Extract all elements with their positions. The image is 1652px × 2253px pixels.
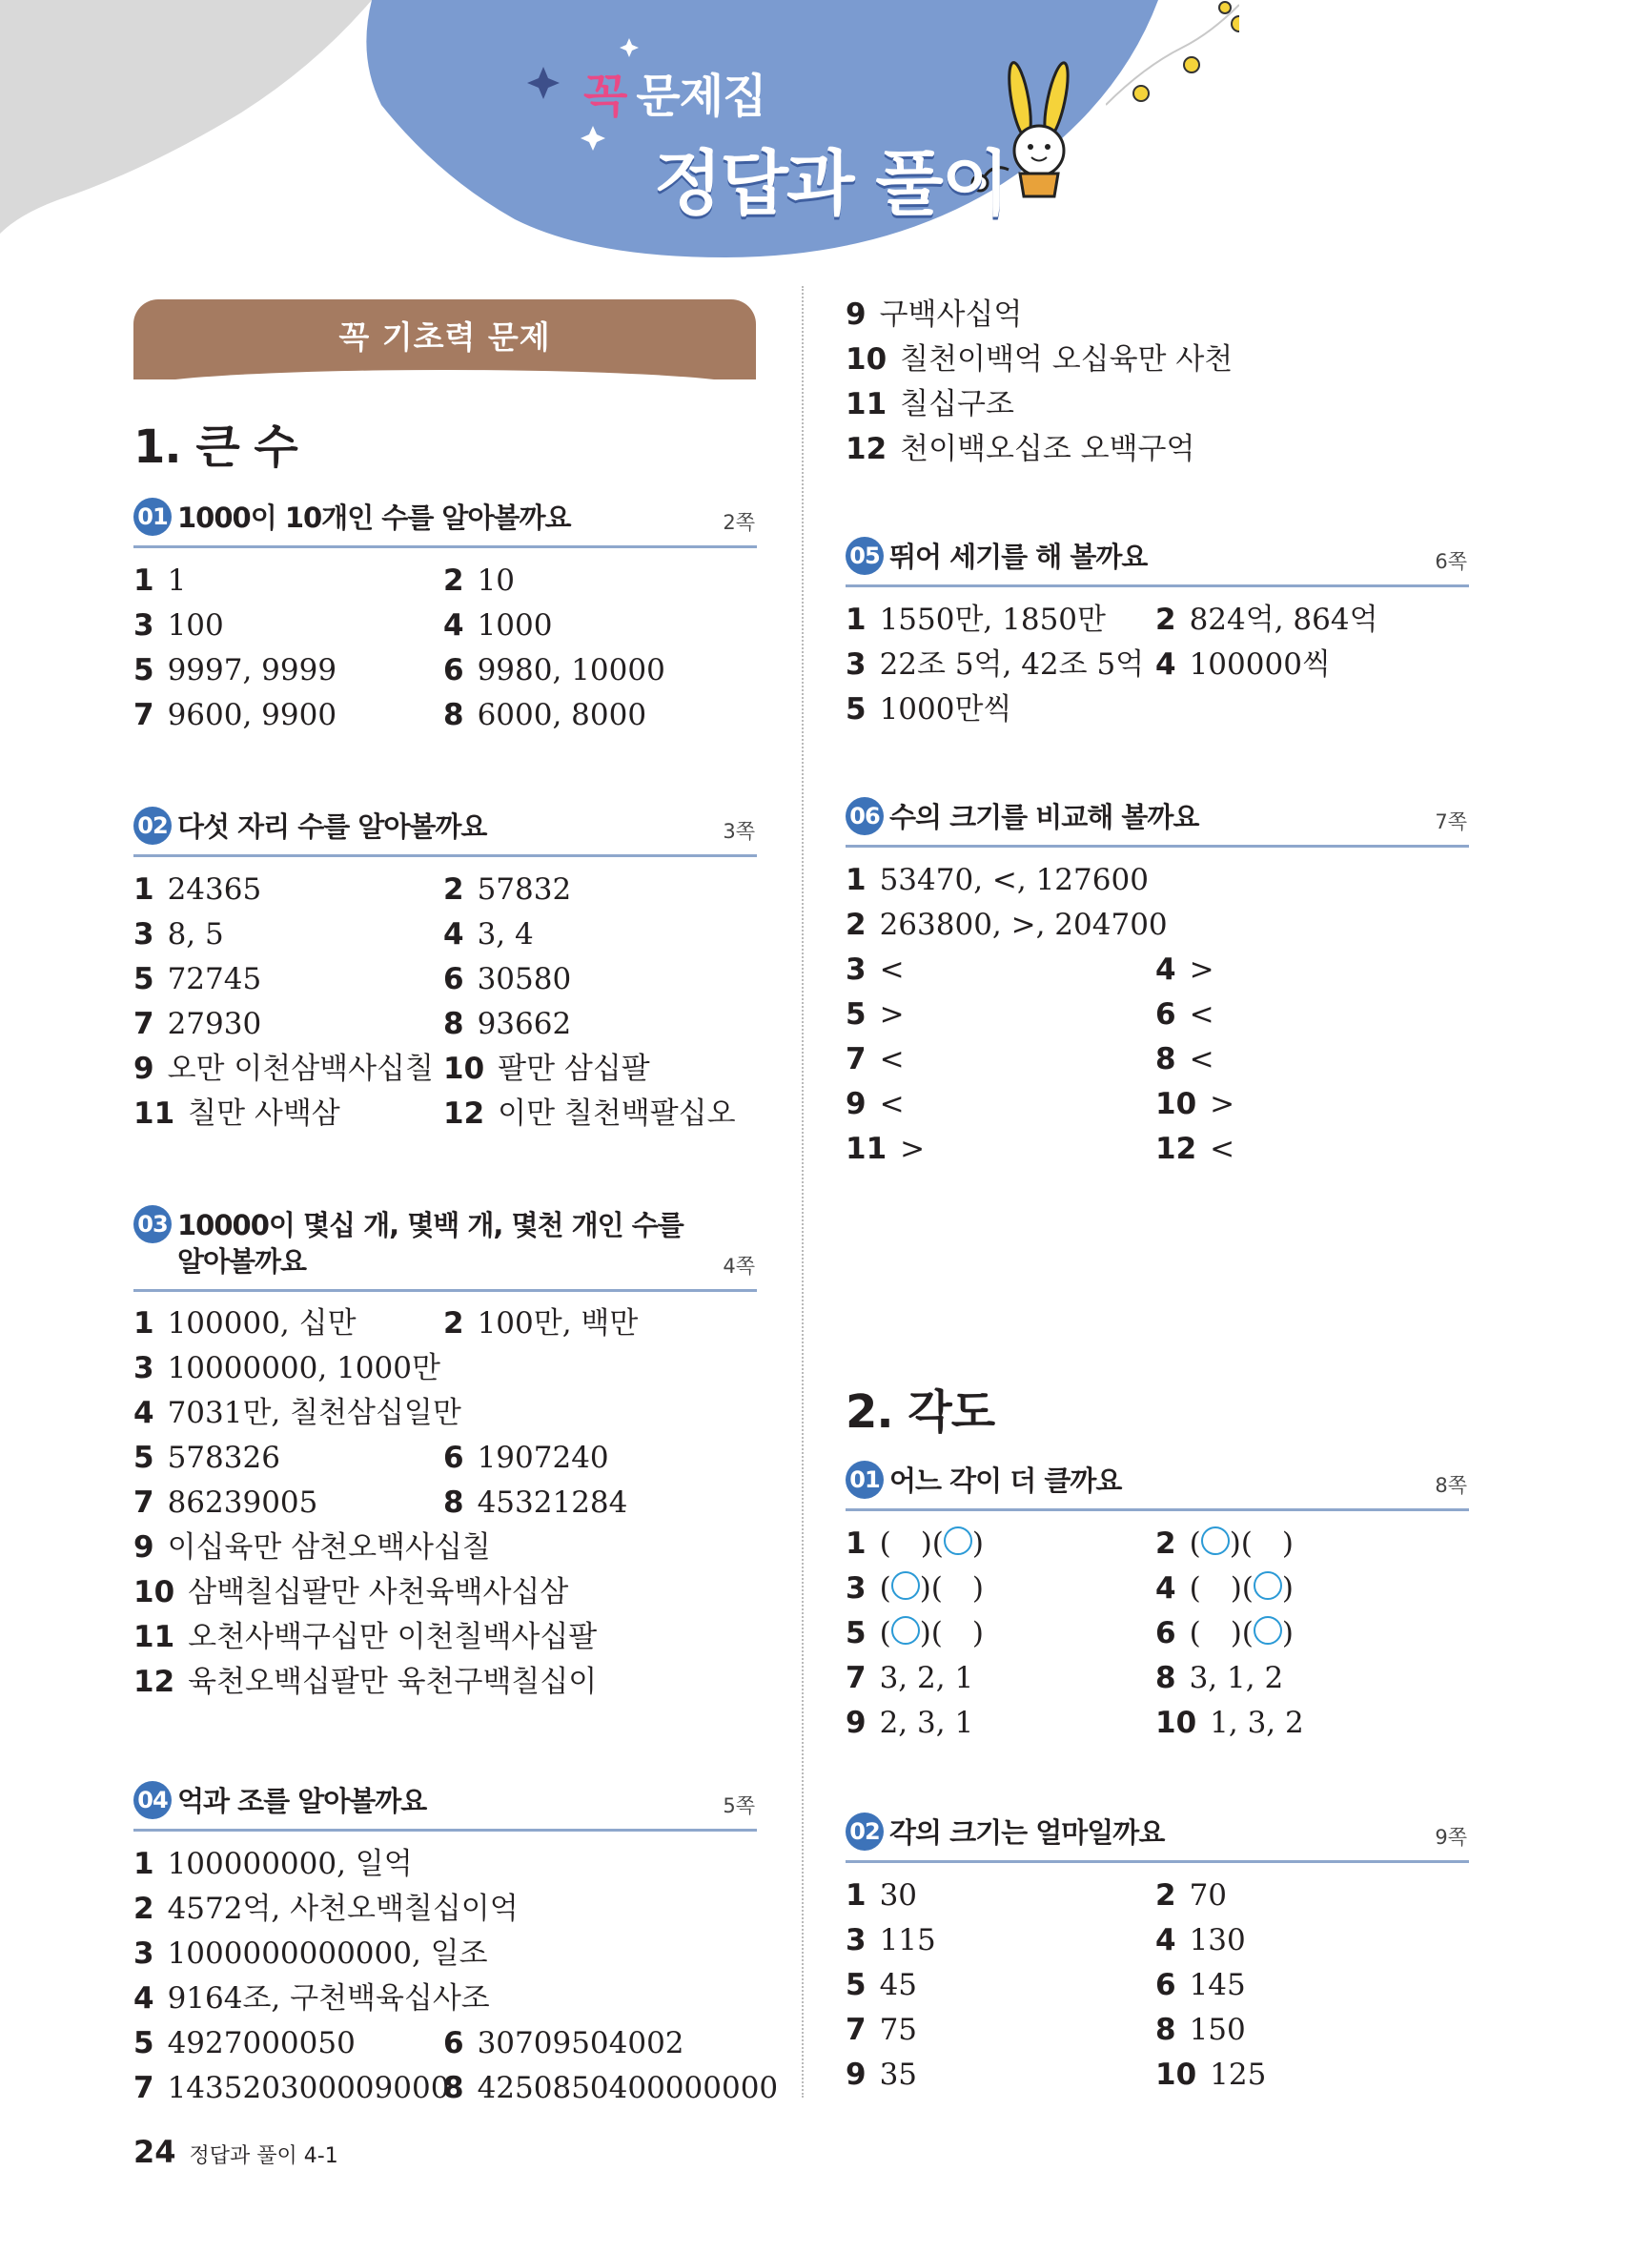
section-title: 다섯 자리 수를 알아볼까요: [177, 810, 487, 843]
section-page: 7쪽: [1435, 810, 1467, 833]
answer-item: 5 1000만씩: [846, 692, 1012, 727]
section-page: 9쪽: [1435, 1826, 1467, 1849]
answer-circle-icon: [891, 1616, 920, 1645]
brand-sub: 문제집: [636, 70, 766, 123]
answer-item: 3 10000000, 1000만: [133, 1351, 440, 1385]
answer-item: 3 1000000000000, 일조: [133, 1936, 488, 1971]
answer-item: 5 4927000050: [133, 2026, 356, 2060]
answer-item: 9 35: [846, 2058, 918, 2092]
answer-item: 3 <: [846, 952, 905, 987]
banner-title: 꼭 기초력 문제: [338, 318, 551, 356]
answer-item: 1 30: [846, 1878, 918, 1913]
section-title: 1000이 10개인 수를 알아볼까요: [177, 502, 571, 534]
answer-item: 3 ( )( ): [846, 1571, 985, 1606]
section-title: 수의 크기를 비교해 볼까요: [889, 801, 1199, 833]
answer-item: 6 ( )( ): [1155, 1616, 1295, 1650]
section-number: 03: [133, 1205, 172, 1243]
answer-item: 4 >: [1155, 952, 1214, 987]
answer-item: 8 3, 1, 2: [1155, 1661, 1284, 1695]
section-page: 2쪽: [723, 511, 755, 534]
answer-item: 1 53470, <, 127600: [846, 863, 1149, 897]
answer-item: 9 오만 이천삼백사십칠: [133, 1052, 434, 1086]
book-title: 정답과 풀이: [654, 143, 1009, 225]
section-page: 5쪽: [723, 1794, 755, 1817]
section-number: 04: [133, 1781, 172, 1819]
section-title: 억과 조를 알아볼까요: [177, 1785, 427, 1817]
answer-item: 4 130: [1155, 1923, 1246, 1957]
answer-item: 11 >: [846, 1132, 926, 1166]
section-number: 02: [846, 1813, 884, 1851]
answer-circle-icon: [1254, 1616, 1282, 1645]
answer-item: 1 ( )( ): [846, 1526, 985, 1561]
footer-text: 정답과 풀이 4-1: [189, 2144, 338, 2168]
answer-item: 6 <: [1155, 997, 1214, 1032]
answer-item: 6 30709504002: [443, 2026, 684, 2060]
answer-item: 7 86239005: [133, 1485, 318, 1520]
answer-item: 8 93662: [443, 1007, 572, 1041]
section-number: 01: [133, 498, 172, 536]
section-page: 3쪽: [723, 820, 755, 843]
answer-item: 8 45321284: [443, 1485, 628, 1520]
answer-item: 9 구백사십억: [846, 297, 1023, 332]
answer-item: 2 ( )( ): [1155, 1526, 1295, 1561]
answer-item: 4 3, 4: [443, 917, 534, 952]
answer-circle-icon: [944, 1526, 972, 1555]
section-title: 각의 크기는 얼마일까요: [889, 1816, 1165, 1849]
section-number: 05: [846, 537, 884, 575]
answer-item: 1 1550만, 1850만: [846, 603, 1106, 637]
chapter-title: 1. 큰 수: [133, 420, 297, 474]
answer-item: 11 칠십구조: [846, 387, 1014, 421]
answer-circle-icon: [891, 1571, 920, 1600]
answer-circle-icon: [1201, 1526, 1230, 1555]
answer-item: 5 9997, 9999: [133, 653, 337, 687]
chapter-title: 2. 각도: [846, 1385, 995, 1439]
section-header: [133, 1203, 757, 1292]
answer-item: 4 9164조, 구천백육십사조: [133, 1981, 490, 2016]
answer-item: 12 천이백오십조 오백구억: [846, 432, 1195, 466]
page-number: 24: [133, 2134, 176, 2170]
string-lights-decoration: [1106, 0, 1239, 114]
answer-item: 9 이십육만 삼천오백사십칠: [133, 1530, 491, 1565]
section-page: 4쪽: [723, 1255, 755, 1278]
answer-item: 8 150: [1155, 2013, 1246, 2047]
answer-item: 7 27930: [133, 1007, 262, 1041]
answer-item: 2 70: [1155, 1878, 1228, 1913]
brand-logo: [583, 59, 765, 125]
section-header: [846, 527, 1469, 587]
answer-item: 2 263800, >, 204700: [846, 908, 1168, 942]
answer-item: 10 1, 3, 2: [1155, 1706, 1304, 1740]
answer-item: 6 30580: [443, 962, 572, 996]
answer-item: 5 ( )( ): [846, 1616, 985, 1650]
answer-item: 4 100000씩: [1155, 647, 1331, 682]
section-banner: [133, 299, 756, 379]
answer-item: 9 2, 3, 1: [846, 1706, 974, 1740]
answer-item: 2 100만, 백만: [443, 1306, 639, 1341]
section-title-line2: 알아볼까요: [177, 1245, 307, 1278]
section-header: [133, 488, 757, 548]
answer-item: 5 72745: [133, 962, 262, 996]
section-header: [133, 1772, 757, 1832]
answer-item: 2 57832: [443, 872, 572, 907]
answer-item: 12 육천오백십팔만 육천구백칠십이: [133, 1665, 598, 1699]
answer-item: 8 <: [1155, 1042, 1214, 1076]
section-title: [177, 1207, 683, 1280]
answer-item: 4 1000: [443, 608, 553, 643]
answer-item: 3 100: [133, 608, 224, 643]
answer-item: 7 143520300009000: [133, 2071, 450, 2105]
section-header: [846, 788, 1469, 848]
section-header: [133, 797, 757, 857]
answer-item: 4 ( )( ): [1155, 1571, 1295, 1606]
answer-item: 9 <: [846, 1087, 905, 1121]
answer-item: 10 125: [1155, 2058, 1267, 2092]
section-header: [846, 1803, 1469, 1863]
section-header: [846, 1451, 1469, 1511]
answer-item: 10 >: [1155, 1087, 1235, 1121]
answer-item: 10 팔만 삼십팔: [443, 1052, 650, 1086]
answer-item: 2 824억, 864억: [1155, 603, 1378, 637]
answer-item: 5 45: [846, 1968, 918, 2002]
section-title: 어느 각이 더 클까요: [889, 1464, 1122, 1497]
answer-item: 3 8, 5: [133, 917, 224, 952]
answer-item: 7 <: [846, 1042, 905, 1076]
answer-item: 11 오천사백구십만 이천칠백사십팔: [133, 1620, 598, 1654]
answer-item: 12 이만 칠천백팔십오: [443, 1096, 736, 1131]
answer-item: 5 578326: [133, 1441, 280, 1475]
answer-item: 6 145: [1155, 1968, 1246, 2002]
answer-item: 2 10: [443, 563, 516, 598]
answer-item: 5 >: [846, 997, 905, 1032]
answer-item: 7 75: [846, 2013, 918, 2047]
page-footer: [133, 2134, 338, 2170]
answer-item: 12 <: [1155, 1132, 1235, 1166]
section-title-line1: 10000이 몇십 개, 몇백 개, 몇천 개인 수를: [177, 1209, 683, 1241]
answer-item: 3 22조 5억, 42조 5억: [846, 647, 1145, 682]
answer-item: 10 칠천이백억 오십육만 사천: [846, 342, 1234, 377]
answer-item: 2 4572억, 사천오백칠십이억: [133, 1892, 519, 1926]
answer-item: 1 100000000, 일억: [133, 1847, 413, 1881]
column-divider: [802, 286, 804, 2098]
answer-item: 10 삼백칠십팔만 사천육백사십삼: [133, 1575, 569, 1609]
answer-item: 3 115: [846, 1923, 936, 1957]
answer-item: 4 7031만, 칠천삼십일만: [133, 1396, 461, 1430]
answer-item: 1 1: [133, 563, 187, 598]
answer-item: 7 9600, 9900: [133, 698, 337, 732]
section-title: 뛰어 세기를 해 볼까요: [889, 541, 1148, 573]
brand-mark: 꼭: [583, 70, 627, 123]
answer-item: 6 9980, 10000: [443, 653, 665, 687]
section-number: 02: [133, 807, 172, 845]
section-number: 06: [846, 797, 884, 835]
answer-item: 7 3, 2, 1: [846, 1661, 974, 1695]
section-page: 8쪽: [1435, 1474, 1467, 1497]
answer-item: 1 100000, 십만: [133, 1306, 357, 1341]
answer-item: 6 1907240: [443, 1441, 609, 1475]
answer-circle-icon: [1254, 1571, 1282, 1600]
section-page: 6쪽: [1435, 550, 1467, 573]
answer-item: 8 4250850400000000: [443, 2071, 779, 2105]
section-number: 01: [846, 1461, 884, 1499]
answer-item: 11 칠만 사백삼: [133, 1096, 340, 1131]
answer-item: 1 24365: [133, 872, 262, 907]
answer-item: 8 6000, 8000: [443, 698, 647, 732]
